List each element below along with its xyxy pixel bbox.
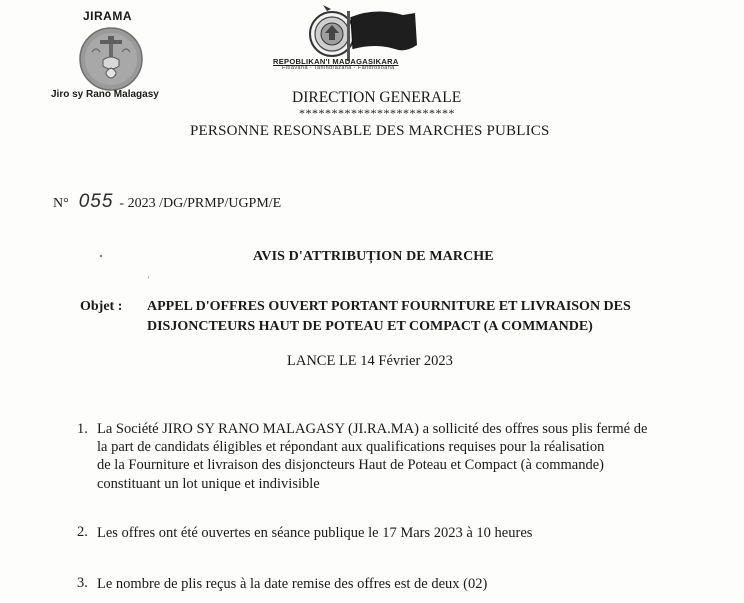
jirama-logo-icon: [78, 26, 144, 92]
star-divider: ************************: [299, 106, 455, 120]
reference-prefix: N°: [53, 196, 69, 211]
list-item-number: 2.: [77, 524, 88, 540]
list-item-text: [97, 420, 725, 493]
list-item-line: la part de candidats éligibles et répondant aux qualifications requises pour la réalisation: [97, 439, 605, 456]
notice-title: AVIS D'ATTRIBUȚION DE MARCHE: [253, 249, 494, 264]
objet-label: Objet :: [80, 299, 123, 314]
list-item-line: La Société JIRO SY RANO MALAGASY (JI.RA.MA) a sollicité des offres sous plis fermé de: [97, 421, 648, 437]
list-item-number: 3.: [77, 575, 88, 591]
republic-seal-icon: [305, 3, 425, 65]
direction-title: DIRECTION GENERALE: [292, 89, 462, 106]
list-item-text: Le nombre de plis reçus à la date remise des offres est de deux (02): [97, 576, 488, 592]
org-name: JIRAMA: [83, 9, 133, 23]
republic-name: REPOBLIKAN'I MADAGASIKARA: [273, 57, 399, 66]
objet-line-2: DISJONCTEURS HAUT DE POTEAU ET COMPACT (A COMMANDE): [147, 319, 593, 334]
list-item-line: de la Fourniture et livraison des disjoncteurs Haut de Poteau et Compact (à commande): [97, 457, 604, 474]
reference-number: 055: [78, 191, 114, 212]
objet-line-1: APPEL D'OFFRES OUVERT PORTANT FOURNITURE ET LIVRAISON DES: [147, 299, 631, 314]
scan-speck: [100, 255, 102, 257]
list-item-number: 1.: [77, 421, 88, 437]
launch-date: LANCE LE 14 Février 2023: [287, 353, 453, 369]
reference-line: [53, 191, 281, 213]
direction-subtitle: PERSONNE RESONSABLE DES MARCHES PUBLICS: [190, 123, 550, 139]
list-item-line: constituant un lot unique et indivisible: [97, 475, 320, 492]
reference-suffix: - 2023 /DG/PRMP/UGPM/E: [119, 196, 282, 211]
scan-speck: [148, 276, 149, 279]
republic-motto: Fitiavana - Tanindrazana - Fandrosoana: [282, 65, 395, 71]
list-item-text: Les offres ont été ouvertes en séance publique le 17 Mars 2023 à 10 heures: [97, 525, 533, 541]
org-tagline: Jiro sy Rano Malagasy: [51, 89, 159, 100]
